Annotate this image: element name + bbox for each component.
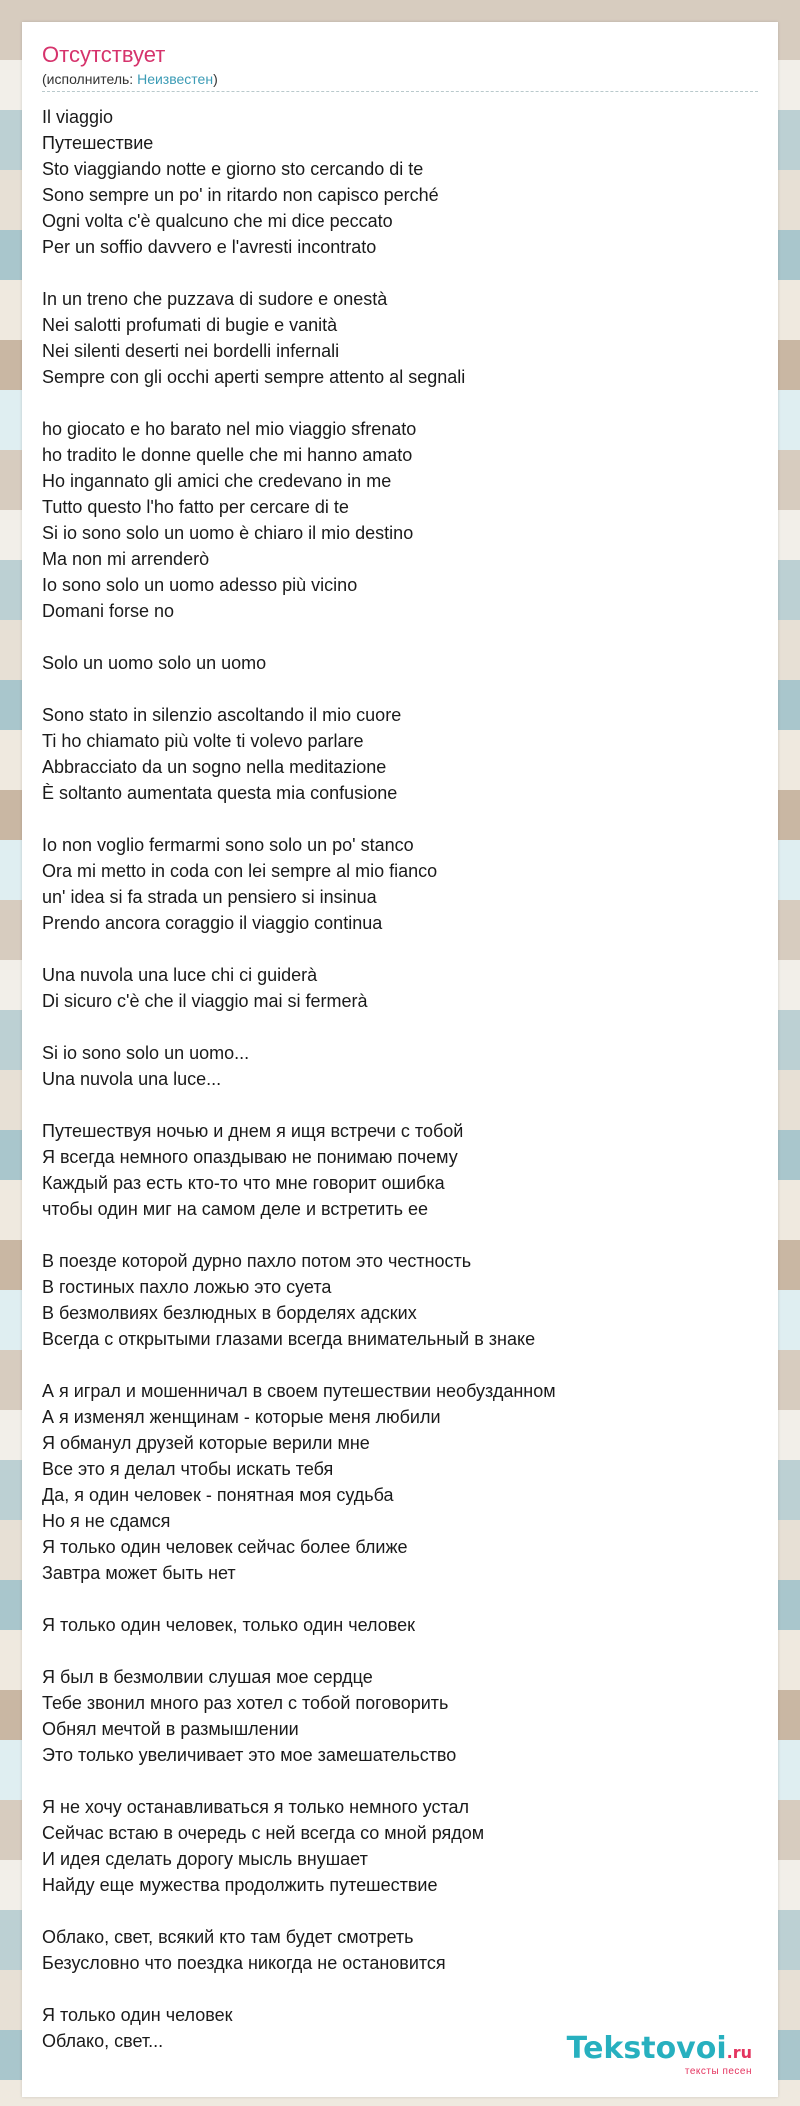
lyric-line: Solo un uomo solo un uomo xyxy=(42,653,267,673)
lyric-line: Tutto questo l'ho fatto per cercare di te xyxy=(42,497,349,517)
lyric-line: Ma non mi arrenderò xyxy=(42,549,210,569)
lyric-line: чтобы один миг на самом деле и встретить ее xyxy=(42,1199,428,1219)
lyric-line: Ogni volta c'è qualcuno che mi dice peccato xyxy=(42,211,393,231)
lyric-line: ho tradito le donne quelle che mi hanno amato xyxy=(42,445,413,465)
performer-link[interactable]: Неизвестен xyxy=(137,71,214,87)
lyric-line: Я обманул друзей которые верили мне xyxy=(42,1433,370,1453)
lyric-line: È soltanto aumentata questa mia confusione xyxy=(42,783,398,803)
lyric-line: Sto viaggiando notte e giorno sto cercando di te xyxy=(42,159,424,179)
lyric-line: Per un soffio davvero e l'avresti incontrato xyxy=(42,237,377,257)
lyric-line: Безусловно что поездка никогда не остановится xyxy=(42,1953,446,1973)
lyric-line: Тебе звонил много раз хотел с тобой поговорить xyxy=(42,1693,449,1713)
lyric-line: Облако, свет... xyxy=(42,2031,164,2051)
lyric-line: В гостиных пахло ложью это суета xyxy=(42,1277,332,1297)
lyric-line xyxy=(42,676,758,702)
lyric-line: un' idea si fa strada un pensiero si insinua xyxy=(42,887,377,907)
lyric-line xyxy=(42,1092,758,1118)
lyric-line: Да, я один человек - понятная моя судьба xyxy=(42,1485,394,1505)
lyric-line: Domani forse no xyxy=(42,601,175,621)
performer-line xyxy=(42,70,218,88)
lyric-line xyxy=(42,1638,758,1664)
lyric-line: ho giocato e ho barato nel mio viaggio sfrenato xyxy=(42,419,417,439)
performer-suffix: ) xyxy=(213,71,218,87)
lyrics-card xyxy=(22,22,778,2097)
lyric-line xyxy=(42,1768,758,1794)
lyric-line: Я не хочу останавливаться я только немного устал xyxy=(42,1797,469,1817)
lyric-line: Si io sono solo un uomo è chiaro il mio destino xyxy=(42,523,414,543)
header-divider xyxy=(42,91,758,92)
lyrics-text xyxy=(42,104,758,2054)
lyric-line: Prendo ancora coraggio il viaggio continua xyxy=(42,913,383,933)
lyric-line: Io sono solo un uomo adesso più vicino xyxy=(42,575,358,595)
lyric-line: Ho ingannato gli amici che credevano in me xyxy=(42,471,392,491)
lyric-line: В поезде которой дурно пахло потом это честность xyxy=(42,1251,472,1271)
lyric-line: И идея сделать дорогу мысль внушает xyxy=(42,1849,368,1869)
lyric-line xyxy=(42,1898,758,1924)
lyric-line xyxy=(42,1222,758,1248)
lyric-line: Abbracciato da un sogno nella meditazione xyxy=(42,757,387,777)
site-logo[interactable] xyxy=(566,2031,752,2077)
lyric-line: Sono sempre un po' in ritardo non capisco perché xyxy=(42,185,439,205)
lyric-line: Путешествие xyxy=(42,133,154,153)
lyric-line: Я только один человек сейчас более ближе xyxy=(42,1537,408,1557)
lyric-line: Я был в безмолвии слушая мое сердце xyxy=(42,1667,373,1687)
lyric-line: Una nuvola una luce... xyxy=(42,1069,222,1089)
lyric-line xyxy=(42,806,758,832)
lyric-line: Каждый раз есть кто-то что мне говорит ошибка xyxy=(42,1173,445,1193)
lyric-line: Ora mi metto in coda con lei sempre al mio fianco xyxy=(42,861,438,881)
lyric-line xyxy=(42,1352,758,1378)
lyric-line: Облако, свет, всякий кто там будет смотреть xyxy=(42,1927,414,1947)
lyric-line: Una nuvola una luce chi ci guiderà xyxy=(42,965,318,985)
lyric-line: Я всегда немного опаздываю не понимаю почему xyxy=(42,1147,458,1167)
lyric-line: Sempre con gli occhi aperti sempre attento al segnali xyxy=(42,367,466,387)
lyric-line: А я изменял женщинам - которые меня любили xyxy=(42,1407,441,1427)
lyric-line: Путешествуя ночью и днем я ищя встречи с тобой xyxy=(42,1121,464,1141)
lyric-line xyxy=(42,1586,758,1612)
lyric-line xyxy=(42,260,758,286)
lyric-line: Обнял мечтой в размышлении xyxy=(42,1719,299,1739)
logo-tld: .ru xyxy=(726,2043,752,2062)
lyric-line xyxy=(42,624,758,650)
lyric-line: Sono stato in silenzio ascoltando il mio cuore xyxy=(42,705,402,725)
lyric-line: Io non voglio fermarmi sono solo un po' stanco xyxy=(42,835,414,855)
lyric-line: Это только увеличивает это мое замешательство xyxy=(42,1745,457,1765)
lyric-line: Сейчас встаю в очередь с ней всегда со мной рядом xyxy=(42,1823,485,1843)
lyric-line: Ti ho chiamato più volte ti volevo parlare xyxy=(42,731,364,751)
song-title: Отсутствует xyxy=(42,42,166,67)
logo-name: Tekstovoi xyxy=(566,2031,727,2066)
logo-wordmark xyxy=(566,2031,752,2068)
lyric-line xyxy=(42,1014,758,1040)
lyric-line: Завтра может быть нет xyxy=(42,1563,236,1583)
lyric-line: Nei salotti profumati di bugie e vanità xyxy=(42,315,338,335)
lyric-line: Всегда с открытыми глазами всегда внимательный в знаке xyxy=(42,1329,536,1349)
lyric-line: А я играл и мошенничал в своем путешествии необузданном xyxy=(42,1381,556,1401)
lyric-line: Il viaggio xyxy=(42,107,114,127)
lyric-line xyxy=(42,936,758,962)
lyric-line: Но я не сдамся xyxy=(42,1511,171,1531)
lyric-line xyxy=(42,1976,758,2002)
logo-tagline: тексты песен xyxy=(684,2066,752,2077)
performer-prefix: (исполнитель: xyxy=(42,71,138,87)
lyric-line: Я только один человек, только один человек xyxy=(42,1615,415,1635)
lyric-line: Все это я делал чтобы искать тебя xyxy=(42,1459,334,1479)
lyric-line: Nei silenti deserti nei bordelli infernali xyxy=(42,341,340,361)
lyric-line xyxy=(42,390,758,416)
lyric-line: Si io sono solo un uomo... xyxy=(42,1043,250,1063)
lyric-line: Di sicuro c'è che il viaggio mai si fermerà xyxy=(42,991,368,1011)
lyric-line: Найду еще мужества продолжить путешествие xyxy=(42,1875,438,1895)
lyric-line: В безмолвиях безлюдных в борделях адских xyxy=(42,1303,417,1323)
lyric-line: Я только один человек xyxy=(42,2005,233,2025)
lyric-line: In un treno che puzzava di sudore e onestà xyxy=(42,289,388,309)
